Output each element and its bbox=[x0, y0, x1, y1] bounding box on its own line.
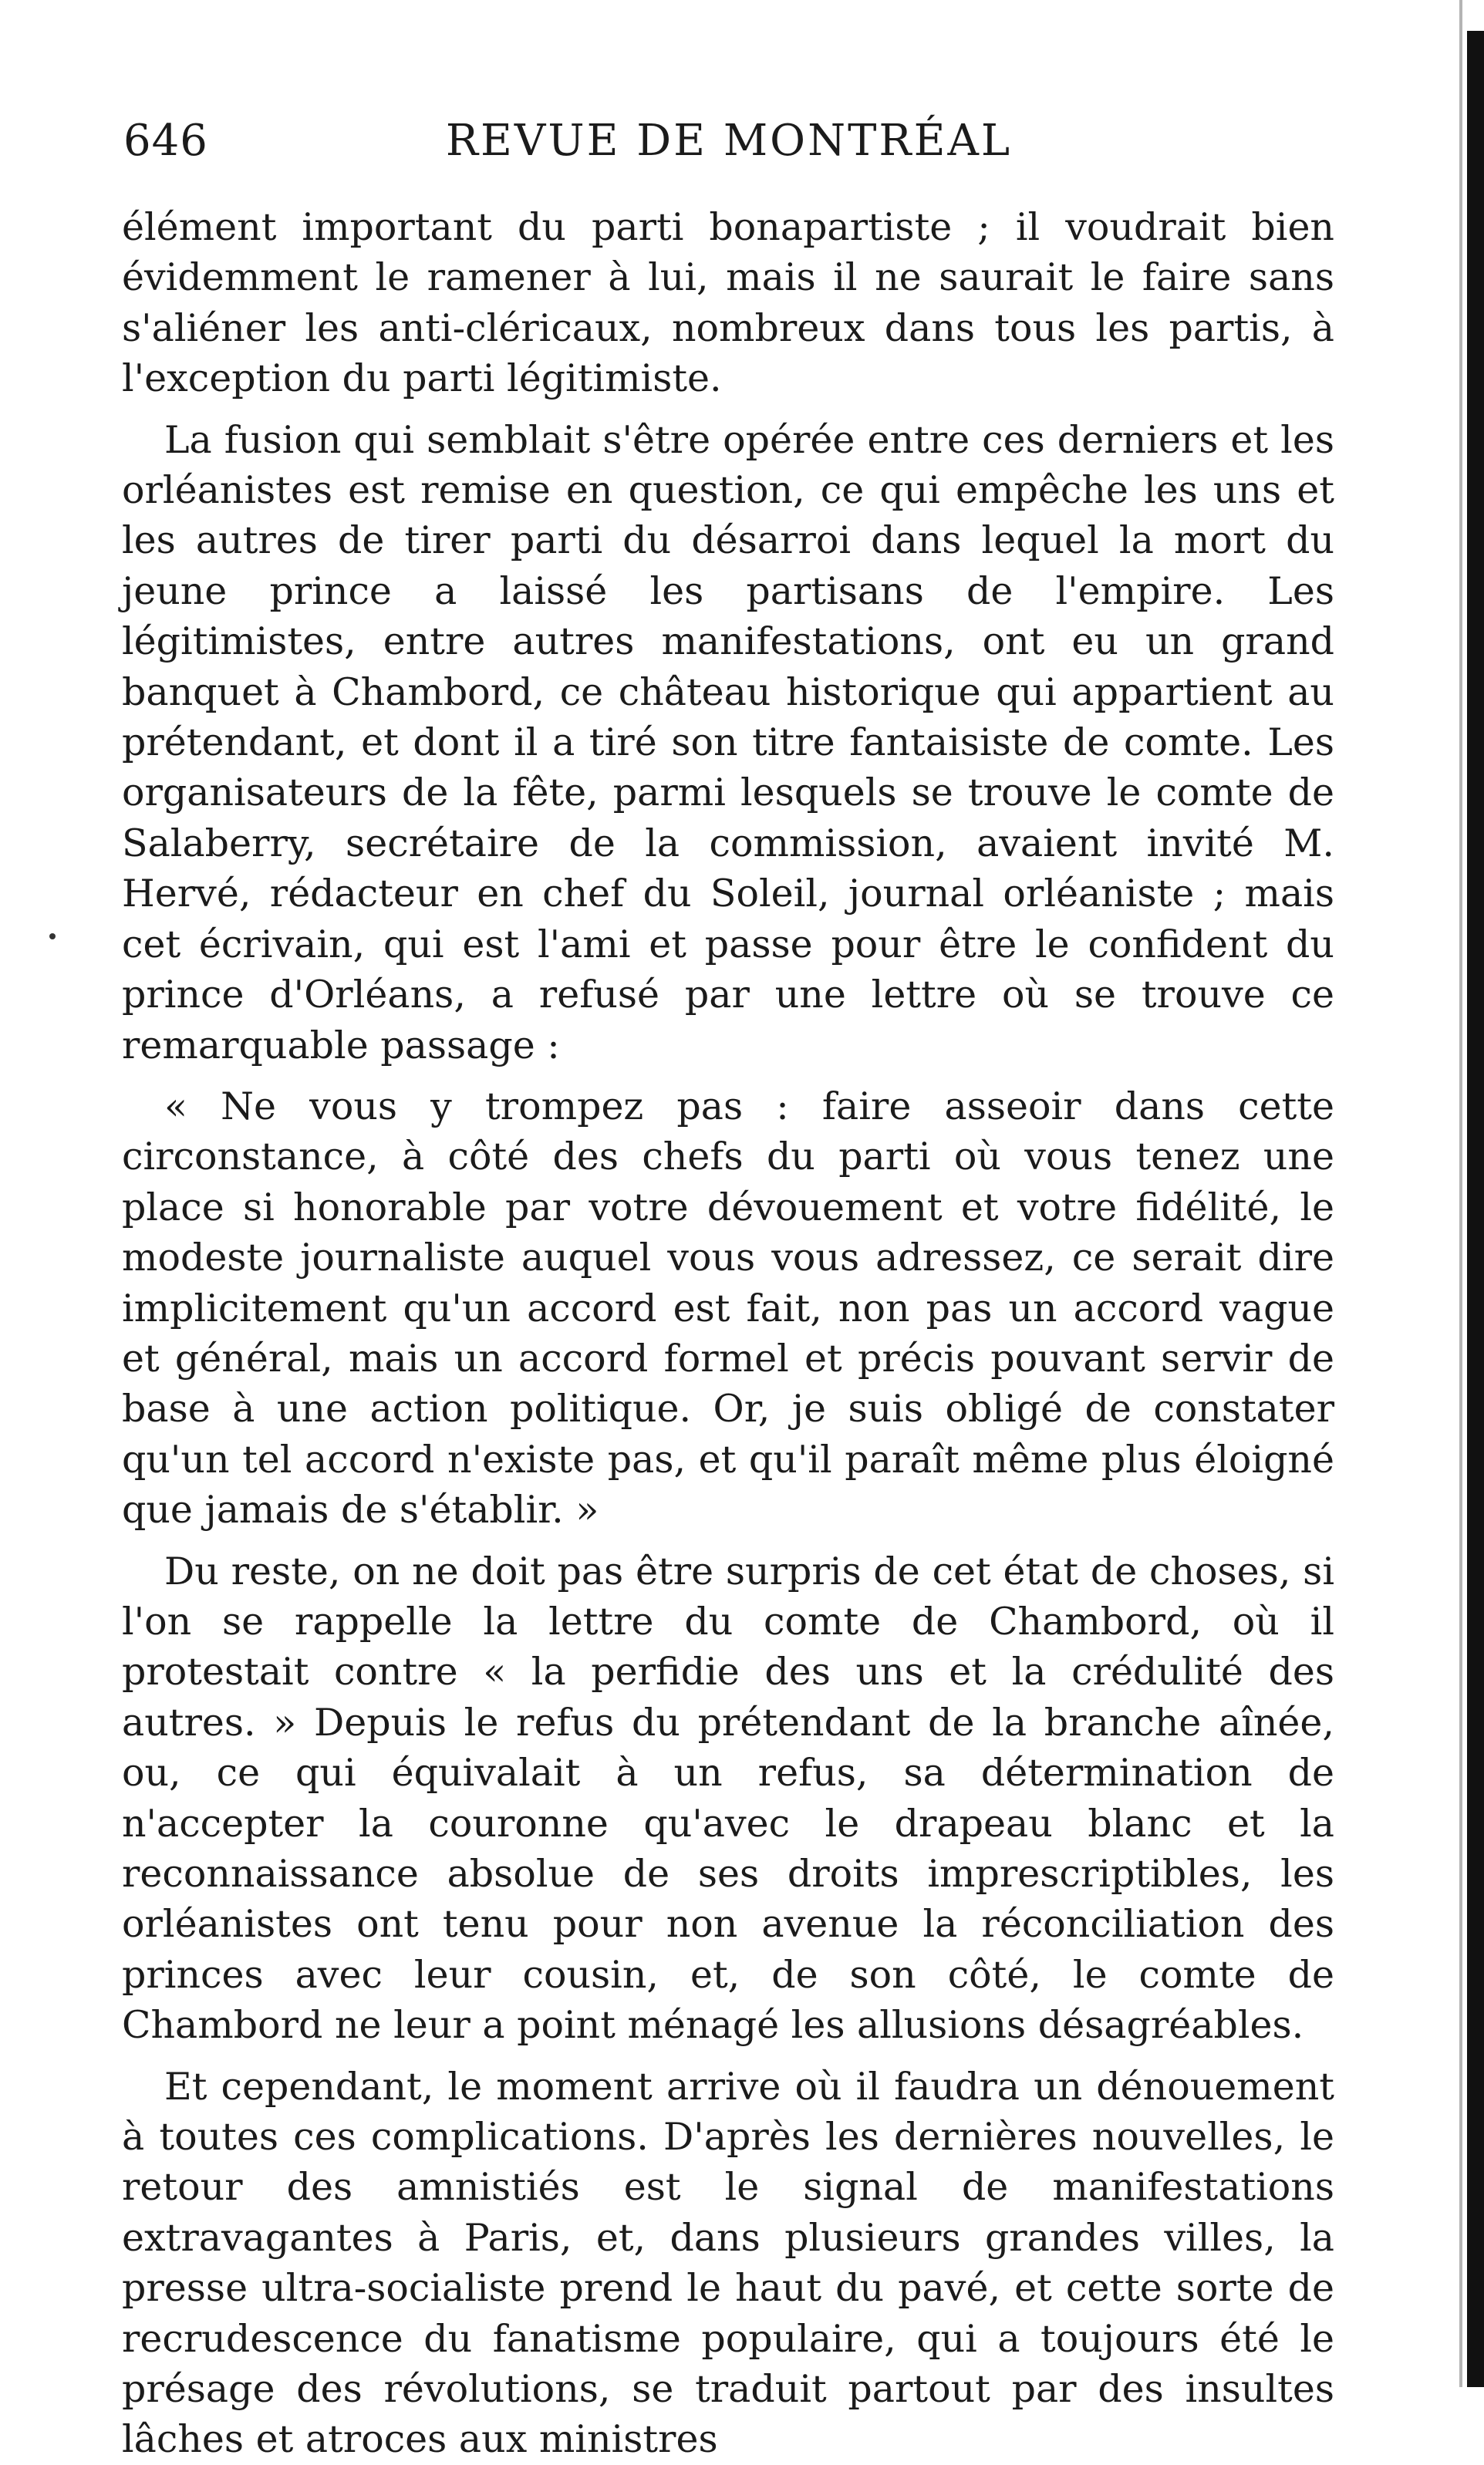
page-edge-shadow bbox=[1459, 0, 1462, 2387]
paragraph: Et cependant, le moment arrive où il faudra un dénouement à toutes ces complications. D'après les dernières nouvelles, le retour des amnistiés est le signal de manifestations extravagantes à Paris, et, dans plusieurs grandes villes, la presse ultra-socialiste prend le haut du pavé, et cette sorte de recrudescence du fanatisme populaire, qui a toujours été le présage des révolutions, se traduit partout par des insultes lâches et atroces aux ministres bbox=[122, 2064, 1334, 2462]
body-text bbox=[122, 202, 1334, 2465]
paragraph: Du reste, on ne doit pas être surpris de cet état de choses, si l'on se rappelle la lettre du comte de Chambord, où il protestait contre « la perfidie des uns et la crédulité des autres. » Depuis le refus du prétendant de la branche aînée, ou, ce qui équivalait à un refus, sa détermination de n'accepter la couronne qu'avec le drapeau blanc et la reconnaissance absolue de ses droits imprescriptibles, les orléanistes ont tenu pour non avenue la réconciliation des princes avec leur cousin, et, de son côté, le comte de Chambord ne leur a point ménagé les allusions désagréables. bbox=[122, 1549, 1334, 2048]
running-title: REVUE DE MONTRÉAL bbox=[445, 116, 1013, 166]
page-header bbox=[123, 116, 1334, 177]
paragraph: La fusion qui semblait s'être opérée entre ces derniers et les orléanistes est remise en question, ce qui empêche les uns et les autres de tirer parti du désarroi dans lequel la mort du jeune prince a laissé les partisans de l'empire. Les légitimistes, entre autres manifestations, ont eu un grand banquet à Chambord, ce château historique qui appartient au prétendant, et dont il a tiré son titre fantaisiste de comte. Les organisateurs de la fête, parmi lesquels se trouve le comte de Salaberry, secrétaire de la commission, avaient invité M. Hervé, rédacteur en chef du Soleil, journal orléaniste ; mais cet écrivain, qui est l'ami et passe pour être le confident du prince d'Orléans, a refusé par une lettre où se trouve ce remarquable passage : bbox=[122, 417, 1334, 1067]
page-edge-border bbox=[1467, 31, 1484, 2387]
page-number: 646 bbox=[123, 116, 208, 166]
paragraph-continuation: élément important du parti bonapartiste ; il voudrait bien évidemment le ramener à lui, mais il ne saurait le faire sans s'aliéner les anti-cléricaux, nombreux dans tous les partis, à l'exception du parti légitimiste. bbox=[122, 205, 1334, 401]
margin-ink-spot bbox=[49, 933, 56, 939]
quotation-paragraph: « Ne vous y trompez pas : faire asseoir dans cette circonstance, à côté des chefs du parti où vous tenez une place si honorable par votre dévouement et votre fidélité, le modeste journaliste auquel vous vous adressez, ce serait dire implicitement qu'un accord est fait, non pas un accord vague et général, mais un accord formel et précis pouvant servir de base à une action politique. Or, je suis obligé de constater qu'un tel accord n'existe pas, et qu'il paraît même plus éloigné que jamais de s'établir. » bbox=[122, 1084, 1334, 1533]
